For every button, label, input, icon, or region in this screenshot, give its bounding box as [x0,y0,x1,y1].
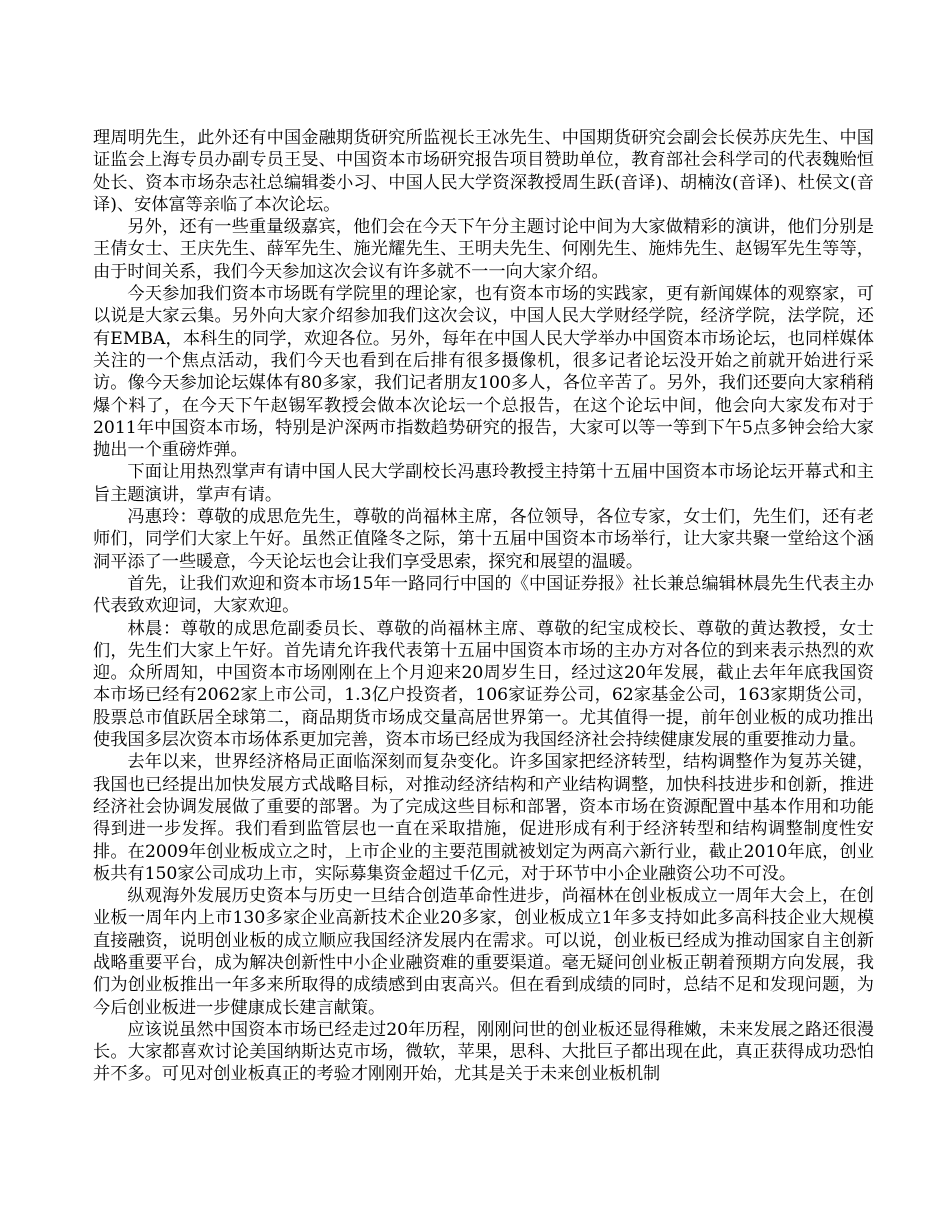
paragraph-gem-future: 应该说虽然中国资本市场已经走过20年历程，刚刚问世的创业板还显得稚嫩，未来发展之路还很漫长。大家都喜欢讨论美国纳斯达克市场，微软，苹果，思科、大批巨子都出现在此，真正获得成功恐怕并不多。可见对创业板真正的考验才刚刚开始，尤其是关于未来创业板机制 [93,1019,874,1085]
paragraph-economic-situation: 去年以来，世界经济格局正面临深刻而复杂变化。许多国家把经济转型，结构调整作为复苏关键，我国也已经提出加快发展方式战略目标，对推动经济结构和产业结构调整，加快科技进步和创新，推进经济社会协调发展做了重要的部署。为了完成这些目标和部署，资本市场在资源配置中基本作用和功能得到进一步发挥。我们看到监管层也一直在采取措施，促进形成有利于经济转型和结构调整制度性安排。在2009年创业板成立之时，上市企业的主要范围就被划定为两高六新行业，截止2010年底，创业板共有150家公司成功上市，实际募集资金超过千亿元，对于环节中小企业融资公功不可没。 [93,752,874,884]
paragraph-heavyweight-guests: 另外，还有一些重量级嘉宾，他们会在今天下午分主题讨论中间为大家做精彩的演讲，他们分别是王倩女士、王庆先生、薛军先生、施光耀先生、王明夫先生、何刚先生、施炜先生、赵锡军先生等等，由于时间关系，我们今天参加这次会议有许多就不一一向大家介绍。 [93,217,874,282]
paragraph-guest-list: 理周明先生，此外还有中国金融期货研究所监视长王冰先生、中国期货研究会副会长侯苏庆先生、中国证监会上海专员办副专员王旻、中国资本市场研究报告项目赞助单位，教育部社会科学司的代表魏贻恒处长、资本市场杂志社总编辑娄小习、中国人民大学资深教授周生跃(音译)、胡楠汝(音译)、杜侯文(音译)、安体富等亲临了本次论坛。 [93,128,874,215]
paragraph-attendees-and-media: 今天参加我们资本市场既有学院里的理论家，也有资本市场的实践家，更有新闻媒体的观察家，可以说是大家云集。另外向大家介绍参加我们这次会议，中国人民大学财经学院，经济学院，法学院，还有EMBA，本科生的同学，欢迎各位。另外，每年在中国人民大学举办中国资本市场论坛，也同样媒体关注的一个焦点活动，我们今天也看到在后排有很多摄像机，很多记者论坛没开始之前就开始进行采访。像今天参加论坛媒体有80多家，我们记者朋友100多人，各位辛苦了。另外，我们还要向大家稍稍爆个料了，在今天下午赵锡军教授会做本次论坛一个总报告，在这个论坛中间，他会向大家发布对于2011年中国资本市场，特别是沪深两市指数趋势研究的报告，大家可以等一等到下午5点多钟会给大家抛出一个重磅炸弹。 [93,284,874,461]
paragraph-welcome-lin-chen: 首先，让我们欢迎和资本市场15年一路同行中国的《中国证券报》社长兼总编辑林晨先生代表主办代表致欢迎词，大家欢迎。 [93,573,874,617]
paragraph-feng-huiling-opening: 冯惠玲：尊敬的成思危先生，尊敬的尚福林主席，各位领导，各位专家，女士们，先生们，还有老师们，同学们大家上午好。虽然正值隆冬之际，第十五届中国资本市场举行，让大家共聚一堂给这个涵洞平添了一些暖意，今天论坛也会让我们享受思索，探究和展望的温暖。 [93,507,874,572]
paragraph-lin-chen-speech: 林晨：尊敬的成思危副委员长、尊敬的尚福林主席、尊敬的纪宝成校长、尊敬的黄达教授，女士们，先生们大家上午好。首先请允许我代表第十五届中国资本市场的主办方对各位的到来表示热烈的欢迎。众所周知，中国资本市场刚刚在上个月迎来20周岁生日，经过这20年发展，截止去年年底我国资本市场已经有2062家上市公司，1.3亿户投资者，106家证券公司，62家基金公司，163家期货公司，股票总市值跃居全球第二，商品期货市场成交量高居世界第一。尤其值得一提，前年创业板的成功推出使我国多层次资本市场体系更加完善，资本市场已经成为我国经济社会持续健康发展的重要推动力量。 [93,618,874,751]
paragraph-gem-anniversary: 纵观海外发展历史资本与历史一旦结合创造革命性进步，尚福林在创业板成立一周年大会上，在创业板一周年内上市130多家企业高新技术企业20多家，创业板成立1年多支持如此多高科技企业大规模直接融资，说明创业板的成立顺应我国经济发展内在需求。可以说，创业板已经成为推动国家自主创新战略重要平台，成为解决创新性中小企业融资难的重要渠道。毫无疑问创业板正朝着预期方向发展，我们为创业板推出一年多来所取得的成绩感到由衷高兴。但在看到成绩的同时，总结不足和发现问题，为今后创业板进一步健康成长建言献策。 [93,886,874,1018]
paragraph-host-introduction: 下面让用热烈掌声有请中国人民大学副校长冯惠玲教授主持第十五届中国资本市场论坛开幕式和主旨主题演讲，掌声有请。 [93,462,874,505]
document-body [93,127,874,1086]
